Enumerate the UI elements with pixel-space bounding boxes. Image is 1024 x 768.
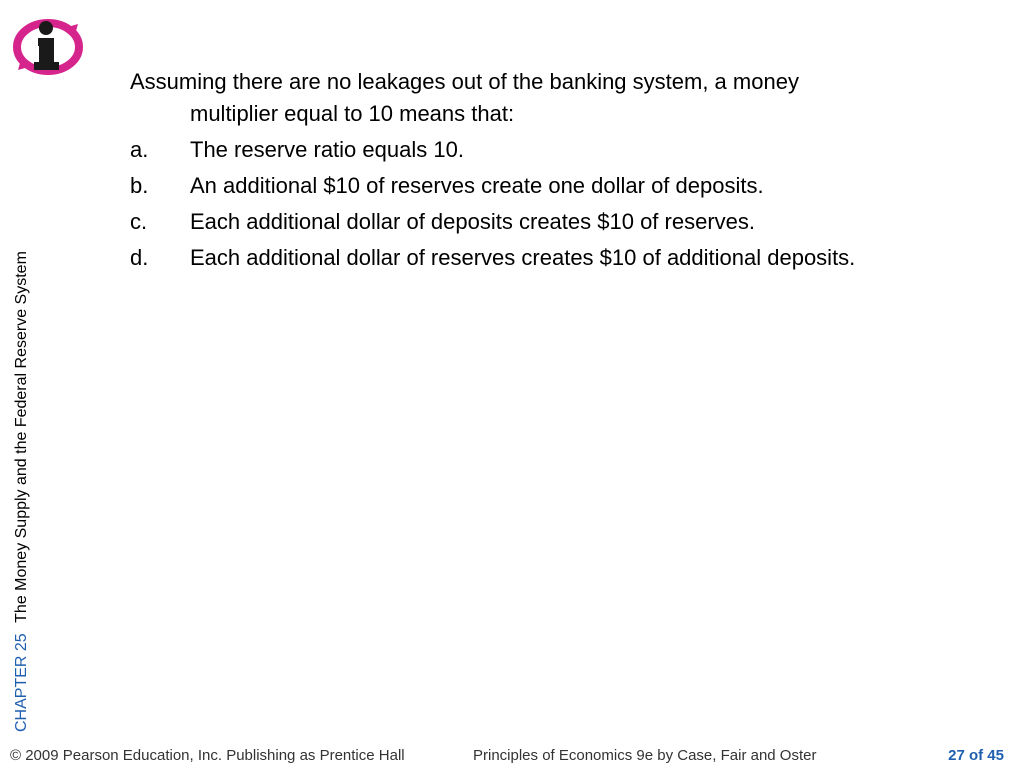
option-letter: a.: [130, 137, 149, 162]
option-text: Each additional dollar of reserves creates $10 of additional deposits.: [190, 245, 856, 270]
answer-option-d: [130, 242, 890, 274]
chapter-title: The Money Supply and the Federal Reserve System: [13, 251, 30, 623]
chapter-sidebar-label: [8, 172, 36, 732]
answer-option-b: [130, 170, 890, 202]
info-logo-icon: [12, 16, 84, 78]
page-number: 27 of 45: [948, 747, 1004, 764]
option-letter: d.: [130, 245, 149, 270]
footer-book-title: Principles of Economics 9e by Case, Fair and Oster: [473, 747, 817, 764]
question-block: [130, 66, 890, 278]
option-letter: c.: [130, 209, 148, 234]
option-text: An additional $10 of reserves create one dollar of deposits.: [190, 173, 764, 198]
option-text: Each additional dollar of deposits creates $10 of reserves.: [190, 209, 755, 234]
footer-copyright: © 2009 Pearson Education, Inc. Publishing as Prentice Hall: [10, 747, 405, 764]
info-logo-svg: [12, 16, 84, 78]
answer-option-a: [130, 134, 890, 166]
chapter-number: CHAPTER 25: [13, 633, 30, 732]
option-text: The reserve ratio equals 10.: [190, 137, 464, 162]
answer-option-c: [130, 206, 890, 238]
option-letter: b.: [130, 173, 149, 198]
question-stem: Assuming there are no leakages out of the banking system, a money multiplier equal to 10 means that:: [130, 69, 799, 126]
slide-footer: [0, 744, 1024, 768]
